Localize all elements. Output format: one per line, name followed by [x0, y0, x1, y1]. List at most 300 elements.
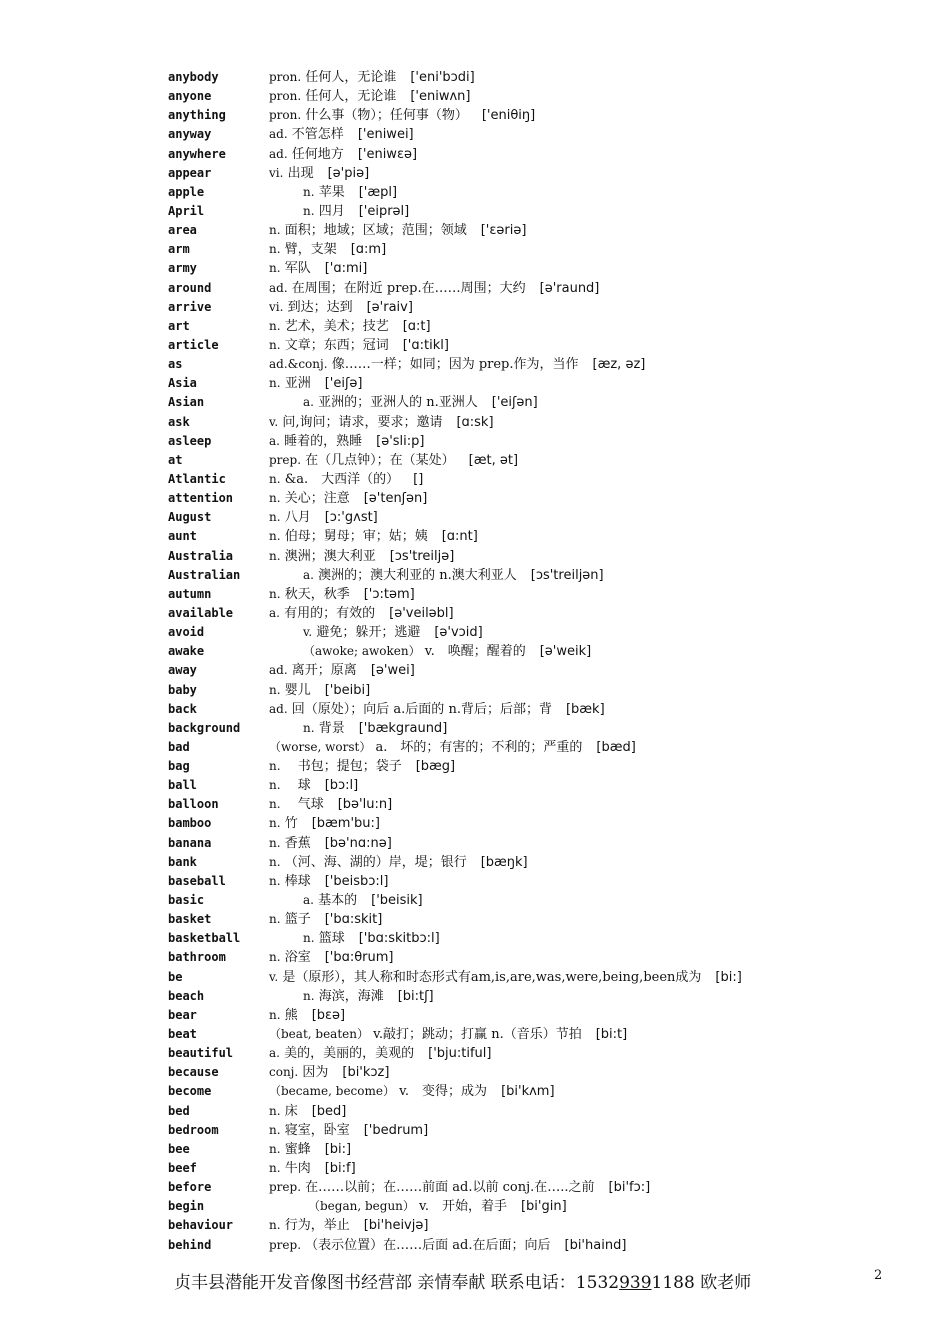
entry-definition [269, 1216, 428, 1235]
entry-definition [269, 776, 358, 795]
vocab-entry [168, 872, 928, 891]
entry-phonetic: ['ɔ:təm] [363, 586, 415, 602]
entry-word: bee [168, 1141, 190, 1156]
entry-word: bank [168, 854, 197, 869]
entry-word: anywhere [168, 146, 226, 161]
entry-part-of-speech: n. [269, 1161, 281, 1176]
vocab-entry [168, 1102, 928, 1121]
entry-word: beautiful [168, 1046, 234, 1061]
entry-meaning: 因为 [302, 1065, 329, 1081]
entry-word: beef [168, 1161, 197, 1176]
entry-part-of-speech: n. [303, 931, 315, 946]
entry-word: article [168, 337, 219, 352]
entry-meaning: 球 [284, 778, 311, 794]
vocab-entry [168, 834, 928, 853]
entry-definition [269, 604, 454, 623]
entry-phonetic: ['bɑ:skit] [324, 912, 383, 928]
entry-word: Australian [168, 567, 241, 582]
page-number: 2 [874, 1268, 883, 1283]
entry-phonetic: [bæm'bu:] [311, 816, 380, 832]
vocab-entry [168, 106, 928, 125]
entry-part-of-speech: n. [269, 1141, 281, 1156]
entry-word: area [168, 223, 197, 238]
entry-word: baseball [168, 873, 226, 888]
vocab-entry [168, 259, 928, 278]
entry-definition [269, 355, 645, 374]
entry-definition [269, 164, 369, 183]
entry-part-of-speech: a. [269, 1046, 280, 1061]
entry-word: appear [168, 165, 212, 180]
entry-definition [269, 240, 386, 259]
vocab-entry [168, 489, 928, 508]
entry-part-of-speech: n. [269, 586, 281, 601]
entry-meaning: 离开；原离 [291, 663, 357, 679]
vocab-entry [168, 317, 928, 336]
entry-word: back [168, 701, 197, 716]
vocab-entry [168, 164, 928, 183]
entry-meaning: 澳洲；澳大利亚 [284, 548, 376, 564]
entry-part-of-speech: （began, begun） [308, 1199, 415, 1214]
entry-word: August [168, 510, 212, 525]
entry-definition [269, 757, 455, 776]
entry-part-of-speech: n. [269, 1122, 281, 1137]
entry-phonetic: ['bɑ:skitbɔ:l] [358, 931, 440, 947]
entry-meaning: 篮子 [284, 912, 311, 928]
entry-part-of-speech: n. [269, 261, 281, 276]
entry-meaning: （表示位置）在……后面 ad.在后面；向后 [305, 1237, 551, 1253]
vocab-entry [168, 1006, 928, 1025]
footer-phone-underlined: 939 [619, 1273, 652, 1293]
entry-word: bad [168, 739, 190, 754]
vocab-entry [168, 183, 928, 202]
entry-meaning: 竹 [284, 816, 298, 832]
vocab-entry [168, 948, 928, 967]
entry-word: beat [168, 1027, 197, 1042]
entry-definition [269, 585, 415, 604]
entry-meaning: 问,询问；请求，要求；邀请 [282, 414, 443, 430]
entry-meaning: 任何人，无论谁 [305, 70, 397, 85]
entry-meaning: 什么事（物）；任何事（物） [305, 108, 468, 124]
entry-definition [269, 1006, 345, 1025]
entry-part-of-speech: conj. [269, 1065, 299, 1080]
vocab-entry [168, 527, 928, 546]
entry-part-of-speech: n. [303, 720, 315, 735]
entry-phonetic: ['eiprəl] [358, 203, 410, 219]
entry-meaning: v. 开始，着手 [419, 1199, 507, 1215]
entry-part-of-speech: n. [303, 203, 315, 218]
vocab-entry [168, 757, 928, 776]
entry-part-of-speech: n. [269, 950, 281, 965]
entry-part-of-speech: n. [269, 1218, 281, 1233]
entry-word: at [168, 452, 183, 467]
entry-word: basket [168, 912, 212, 927]
vocab-entry [168, 547, 928, 566]
entry-meaning: 像……一样；如同；因为 prep.作为，当作 [331, 357, 579, 373]
entry-word: apple [168, 184, 205, 199]
entry-meaning: 浴室 [284, 950, 311, 966]
entry-definition [269, 795, 392, 814]
entry-part-of-speech: n. [269, 854, 281, 869]
entry-word: background [168, 720, 241, 735]
entry-phonetic: [ə'raund] [539, 280, 600, 296]
entry-definition [269, 336, 449, 355]
entry-phonetic: ['eiʃə] [324, 376, 363, 392]
entry-word: Asian [168, 395, 205, 410]
entry-meaning: 熊 [284, 1007, 298, 1023]
entry-phonetic: [ɑ:nt] [441, 529, 478, 545]
entry-meaning: 是（原形），其人称和时态形式有am,is,are,was,were,being,been成为 [282, 969, 702, 985]
entry-part-of-speech: n. [269, 471, 281, 486]
entry-meaning: 关心；注意 [284, 491, 350, 507]
entry-word: ask [168, 414, 190, 429]
vocab-entry [168, 68, 928, 87]
vocab-entry [168, 1178, 928, 1197]
entry-word: anything [168, 108, 226, 123]
entry-definition [303, 987, 434, 1006]
entry-word: baby [168, 682, 197, 697]
entry-phonetic: [bεə] [311, 1007, 346, 1023]
entry-definition [269, 527, 478, 546]
entry-phonetic: [ə'tenʃən] [363, 491, 428, 507]
entry-part-of-speech: n. [269, 1007, 281, 1022]
vocab-entry [168, 1063, 928, 1082]
entry-phonetic: [bi'fɔ:] [608, 1180, 651, 1196]
entry-word: bear [168, 1007, 197, 1022]
entry-part-of-speech: n. [269, 1103, 281, 1118]
entry-phonetic: [ə'vɔid] [434, 625, 483, 641]
vocab-entry [168, 585, 928, 604]
entry-definition [269, 1102, 346, 1121]
vocab-entry [168, 336, 928, 355]
entry-word: attention [168, 491, 234, 506]
entry-part-of-speech: pron. [269, 70, 302, 84]
entry-word: arm [168, 242, 190, 257]
entry-phonetic: ['bju:tiful] [428, 1046, 492, 1062]
entry-meaning: 任何地方 [291, 146, 344, 162]
entry-definition [303, 891, 423, 910]
entry-word: available [168, 605, 234, 620]
entry-meaning: 不管怎样 [291, 127, 344, 143]
entry-part-of-speech: （awoke; awoken） [303, 644, 421, 659]
entry-phonetic: [bi'kɔz] [342, 1065, 390, 1081]
vocab-entry [168, 393, 928, 412]
footer-text: 贞丰县潜能开发音像图书经营部 亲情奉献 联系电话：1532 [174, 1273, 620, 1293]
entry-part-of-speech: ad. [269, 701, 288, 716]
entry-word: aunt [168, 529, 197, 544]
entry-phonetic: [ɑ:t] [402, 318, 431, 334]
footer-text-end: 1188 欧老师 [651, 1273, 752, 1293]
vocab-entry [168, 432, 928, 451]
entry-meaning: 臂，支架 [284, 242, 337, 258]
entry-word: beach [168, 988, 205, 1003]
entry-part-of-speech: ad. [269, 663, 288, 678]
vocab-entry [168, 891, 928, 910]
vocab-entry [168, 1159, 928, 1178]
entry-part-of-speech: n. [269, 223, 281, 238]
entry-definition [269, 125, 414, 144]
entry-phonetic: [ɔs'treiljən] [530, 567, 604, 583]
entry-meaning: 艺术，美术；技艺 [284, 318, 389, 334]
entry-part-of-speech: prep. [269, 1180, 302, 1195]
entry-meaning: 睡着的，熟睡 [284, 433, 363, 449]
entry-word: arrive [168, 299, 212, 314]
entry-definition [269, 853, 528, 872]
vocab-entry [168, 853, 928, 872]
entry-part-of-speech: ad. [269, 127, 288, 142]
vocab-entry [168, 929, 928, 948]
entry-part-of-speech: a. [269, 605, 280, 620]
entry-part-of-speech: a. [303, 567, 314, 582]
entry-meaning: 婴儿 [284, 682, 311, 698]
entry-word: basketball [168, 931, 241, 946]
vocab-entry [168, 681, 928, 700]
entry-definition [269, 145, 417, 164]
entry-definition [303, 719, 447, 738]
entry-definition [269, 1236, 626, 1255]
vocab-entry [168, 795, 928, 814]
entry-part-of-speech: n. [269, 797, 281, 812]
entry-phonetic: [bæg] [415, 759, 456, 775]
entry-phonetic: [ə'wei] [370, 663, 415, 679]
entry-phonetic: ['æpl] [358, 184, 398, 200]
entry-phonetic: ['eniwei] [357, 127, 414, 143]
entry-word: bamboo [168, 816, 212, 831]
entry-word: army [168, 261, 197, 276]
entry-definition [269, 508, 378, 527]
entry-definition [303, 393, 538, 412]
vocab-entry [168, 661, 928, 680]
entry-part-of-speech: v. [303, 625, 313, 640]
entry-definition [269, 489, 427, 508]
vocab-entry [168, 968, 928, 987]
entry-definition [269, 221, 526, 240]
entry-meaning: 香蕉 [284, 835, 311, 851]
entry-word: Atlantic [168, 471, 226, 486]
entry-definition [269, 451, 518, 470]
entry-meaning: 床 [284, 1103, 298, 1119]
entry-part-of-speech: n. [269, 778, 281, 793]
entry-definition [269, 681, 370, 700]
entry-part-of-speech: ad.&conj. [269, 357, 328, 372]
entry-phonetic: ['beisik] [371, 893, 423, 909]
entry-word: bathroom [168, 950, 226, 965]
entry-part-of-speech: vi. [269, 165, 284, 180]
entry-meaning: 秋天，秋季 [284, 586, 350, 602]
vocab-entry [168, 604, 928, 623]
entry-word: before [168, 1180, 212, 1195]
entry-phonetic: [bi'gin] [520, 1199, 567, 1215]
entry-phonetic: [æt, ət] [468, 452, 519, 468]
entry-phonetic: ['beibi] [324, 682, 371, 698]
entry-meaning: 在……以前；在……前面 ad.以前 conj.在…..之前 [305, 1180, 595, 1196]
entry-phonetic: [bi:] [324, 1141, 352, 1157]
entry-part-of-speech: n. [269, 376, 281, 391]
entry-definition [269, 1140, 351, 1159]
entry-phonetic: [bæd] [596, 739, 636, 755]
vocab-entry [168, 738, 928, 757]
entry-phonetic: ['eniθiŋ] [481, 108, 536, 124]
entry-phonetic: [bi:t] [595, 1027, 628, 1043]
vocab-entry [168, 355, 928, 374]
entry-definition [269, 317, 431, 336]
vocabulary-list [168, 68, 928, 1255]
entry-definition [269, 1063, 389, 1082]
entry-definition [303, 929, 440, 948]
entry-word: because [168, 1065, 219, 1080]
entry-meaning: 背景 [318, 720, 345, 736]
entry-meaning: v.敲打；跳动；打赢 n.（音乐）节拍 [373, 1027, 582, 1043]
entry-definition [269, 432, 424, 451]
entry-word: bedroom [168, 1122, 219, 1137]
entry-definition [269, 106, 535, 125]
entry-meaning: 气球 [284, 797, 324, 813]
vocab-entry [168, 221, 928, 240]
vocab-entry [168, 1121, 928, 1140]
entry-word: behind [168, 1237, 212, 1252]
entry-word: as [168, 357, 183, 372]
entry-phonetic: [bi:] [715, 969, 742, 985]
entry-part-of-speech: n. [269, 318, 281, 333]
entry-word: be [168, 969, 183, 984]
entry-part-of-speech: prep. [269, 452, 302, 467]
entry-part-of-speech: v. [269, 414, 279, 429]
entry-part-of-speech: n. [269, 529, 281, 544]
entry-phonetic: [bi:f] [324, 1161, 356, 1177]
entry-phonetic: [bed] [311, 1103, 347, 1119]
entry-phonetic: [ə'piə] [327, 165, 370, 181]
entry-phonetic: [bi'haind] [564, 1237, 627, 1253]
vocab-entry [168, 202, 928, 221]
entry-part-of-speech: a. [269, 433, 280, 448]
entry-phonetic: ['ɑ:tikl] [402, 337, 449, 353]
entry-phonetic: ['ɛəriə] [480, 223, 527, 239]
entry-meaning: v. 唤醒；醒着的 [424, 644, 526, 660]
entry-definition [269, 68, 475, 87]
entry-phonetic: ['bedrum] [363, 1122, 429, 1138]
entry-phonetic: [æz, əz] [592, 357, 646, 373]
entry-meaning: 有用的；有效的 [284, 605, 376, 621]
entry-definition [269, 259, 367, 278]
entry-meaning: 篮球 [318, 931, 345, 947]
entry-phonetic: [ɑ:m] [350, 242, 387, 258]
vocab-entry [168, 987, 928, 1006]
entry-phonetic: [bə'lu:n] [337, 797, 393, 813]
entry-part-of-speech: n. [269, 873, 281, 888]
vocab-entry [168, 374, 928, 393]
entry-definition [269, 738, 636, 757]
entry-part-of-speech: ad. [269, 280, 288, 295]
entry-part-of-speech: n. [269, 835, 281, 850]
vocab-entry [168, 413, 928, 432]
entry-definition [269, 700, 605, 719]
vocab-entry [168, 1082, 928, 1101]
entry-meaning: 伯母；舅母；审；姑；姨 [284, 529, 428, 545]
entry-meaning: 苹果 [318, 184, 345, 200]
entry-word: anyone [168, 89, 212, 104]
entry-phonetic: ['ɑ:mi] [324, 261, 368, 277]
entry-word: away [168, 663, 197, 678]
vocab-entry [168, 566, 928, 585]
entry-meaning: 文章；东西；冠词 [284, 337, 389, 353]
entry-definition [269, 1025, 627, 1044]
entry-word: balloon [168, 797, 219, 812]
entry-part-of-speech: prep. [269, 1237, 302, 1252]
entry-phonetic: [ə'sli:p] [376, 433, 425, 449]
entry-phonetic: [bə'nɑ:nə] [324, 835, 392, 851]
entry-part-of-speech: pron. [269, 89, 302, 104]
entry-phonetic: ['eni'bɔdi] [410, 70, 475, 85]
vocab-entry [168, 719, 928, 738]
entry-definition [303, 202, 409, 221]
vocab-entry [168, 451, 928, 470]
entry-word: become [168, 1084, 212, 1099]
entry-meaning: 在（几点钟）；在（某处） [305, 452, 455, 468]
entry-phonetic: [ɔ:'gʌst] [324, 510, 378, 526]
vocab-entry [168, 910, 928, 929]
vocab-entry [168, 1044, 928, 1063]
entry-meaning: 亚洲 [284, 376, 311, 392]
entry-meaning: 行为，举止 [284, 1218, 350, 1234]
entry-phonetic: [bæŋk] [480, 854, 528, 870]
entry-definition [269, 948, 394, 967]
entry-meaning: 四月 [318, 203, 345, 219]
entry-part-of-speech: n. [269, 759, 281, 774]
vocab-entry [168, 1140, 928, 1159]
entry-phonetic: [bi'heivjə] [363, 1218, 429, 1234]
entry-meaning: 亚洲的；亚洲人的 n.亚洲人 [318, 395, 478, 411]
entry-meaning: 牛肉 [284, 1161, 311, 1177]
entry-phonetic: ['bɑ:θrum] [324, 950, 394, 966]
entry-definition [269, 1121, 428, 1140]
entry-meaning: 美的，美丽的，美观的 [284, 1046, 415, 1062]
entry-phonetic: [ə'veiləbl] [389, 605, 454, 621]
entry-meaning: 基本的 [318, 893, 358, 909]
entry-part-of-speech: vi. [269, 299, 284, 314]
vocab-entry [168, 145, 928, 164]
vocab-entry [168, 508, 928, 527]
entry-phonetic: [bi:tʃ] [397, 988, 434, 1004]
entry-part-of-speech: n. [303, 988, 315, 1003]
entry-meaning: a. 坏的；有害的；不利的；严重的 [375, 739, 583, 755]
vocab-entry [168, 240, 928, 259]
entry-meaning: 棒球 [284, 873, 311, 889]
entry-definition [269, 87, 470, 106]
entry-part-of-speech: a. [303, 893, 314, 908]
entry-phonetic: ['eiʃən] [491, 395, 538, 411]
footer [174, 1268, 751, 1293]
entry-definition [269, 547, 454, 566]
entry-word: autumn [168, 586, 212, 601]
entry-definition [269, 1178, 650, 1197]
entry-part-of-speech: n. [269, 491, 281, 506]
entry-definition [269, 814, 380, 833]
entry-meaning: 八月 [284, 510, 311, 526]
entry-definition [303, 642, 591, 661]
entry-phonetic: [bi'kʌm] [501, 1084, 555, 1100]
entry-word: around [168, 280, 212, 295]
entry-part-of-speech: n. [269, 337, 281, 352]
entry-phonetic: [ə'weik] [539, 644, 592, 660]
entry-part-of-speech: pron. [269, 108, 302, 123]
entry-definition [269, 1044, 491, 1063]
entry-phonetic: ['eniwεə] [357, 146, 418, 162]
entry-meaning: 书包；提包；袋子 [284, 759, 402, 775]
entry-part-of-speech: n. [269, 510, 281, 525]
entry-meaning: 蜜蜂 [284, 1141, 311, 1157]
entry-meaning: 到达；达到 [287, 299, 353, 315]
vocab-entry [168, 700, 928, 719]
vocab-entry [168, 279, 928, 298]
